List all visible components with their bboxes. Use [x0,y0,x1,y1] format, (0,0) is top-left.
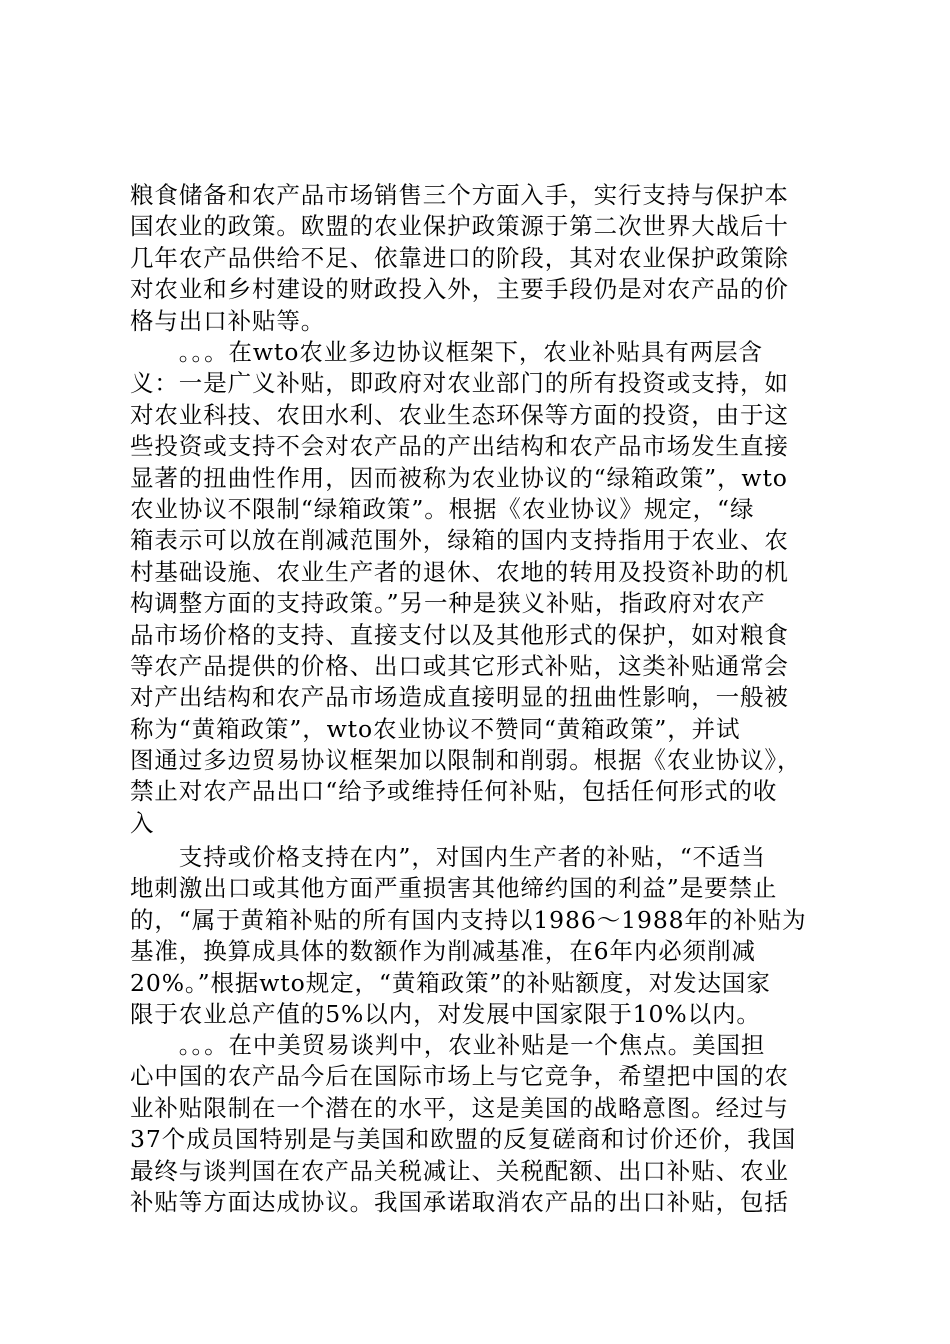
paragraph-3 [130,842,830,1030]
text-line: 粮食储备和农产品市场销售三个方面入手，实行支持与保护本 [130,181,789,209]
text-line: 最终与谈判国在农产品关税减让、关税配额、出口补贴、农业 [130,1156,789,1185]
text-line: 箱表示可以放在削减范围外，绿箱的国内支持指用于农业、农 [130,526,789,555]
paragraph-4 [130,1030,830,1218]
text-line: 义：一是广义补贴，即政府对农业部门的所有投资或支持，如 [130,369,789,398]
text-line: 对产出结构和农产品市场造成直接明显的扭曲性影响，一般被 [130,683,789,712]
text-line: 基准，换算成具体的数额作为削减基准，在6年内必须削减 [130,937,756,966]
text-line: 格与出口补贴等。 [130,306,326,335]
paragraph-1 [130,180,830,337]
text-line: 称为“黄箱政策”，wto农业协议不赞同“黄箱政策”，并试 [130,714,741,743]
text-line: 的，“属于黄箱补贴的所有国内支持以1986～1988年的补贴为 [130,905,807,934]
text-line: 补贴等方面达成协议。我国承诺取消农产品的出口补贴，包括 [130,1187,789,1216]
text-line: 37个成员国特别是与美国和欧盟的反复磋商和讨价还价，我国 [130,1125,797,1154]
text-line: 对农业和乡村建设的财政投入外，主要手段仍是对农产品的价 [130,275,789,304]
text-line: 几年农产品供给不足、依靠进口的阶段，其对农业保护政策除 [130,243,789,272]
text-line: 图通过多边贸易协议框架加以限制和削弱。根据《农业协议》， [130,746,802,775]
text-line: 。。。在wto农业多边协议框架下，农业补贴具有两层含 [130,338,763,366]
text-line: 支持或价格支持在内”，对国内生产者的补贴，“不适当 [130,843,766,871]
text-line: 等农产品提供的价格、出口或其它形式补贴，这类补贴通常会 [130,651,789,680]
text-line: 20%。”根据wto规定，“黄箱政策”的补贴额度，对发达国家 [130,968,771,997]
text-line: 限于农业总产值的5%以内，对发展中国家限于10%以内。 [130,999,761,1028]
text-line: 入 [130,808,155,837]
text-line: 业补贴限制在一个潜在的水平，这是美国的战略意图。经过与 [130,1093,789,1122]
text-line: 对农业科技、农田水利、农业生态环保等方面的投资，由于这 [130,400,789,429]
text-line: 构调整方面的支持政策。”另一种是狭义补贴，指政府对农产 [130,589,766,618]
paragraph-2 [130,337,830,839]
text-line: 村基础设施、农业生产者的退休、农地的转用及投资补助的机 [130,557,789,586]
text-line: 品市场价格的支持、直接支付以及其他形式的保护，如对粮食 [130,620,789,649]
text-line: 心中国的农产品今后在国际市场上与它竞争，希望把中国的农 [130,1062,789,1091]
text-line: 。。。在中美贸易谈判中，农业补贴是一个焦点。美国担 [130,1031,766,1059]
text-line: 地刺激出口或其他方面严重损害其他缔约国的利益”是要禁止 [130,874,778,903]
text-line: 农业协议不限制“绿箱政策”。根据《农业协议》规定，“绿 [130,494,755,523]
text-line: 显著的扭曲性作用，因而被称为农业协议的“绿箱政策”，wto [130,463,788,492]
text-line: 禁止对农产品出口“给予或维持任何补贴，包括任何形式的收 [130,777,778,806]
text-line: 些投资或支持不会对农产品的产出结构和农产品市场发生直接 [130,432,789,461]
text-line: 国农业的政策。欧盟的农业保护政策源于第二次世界大战后十 [130,212,789,241]
